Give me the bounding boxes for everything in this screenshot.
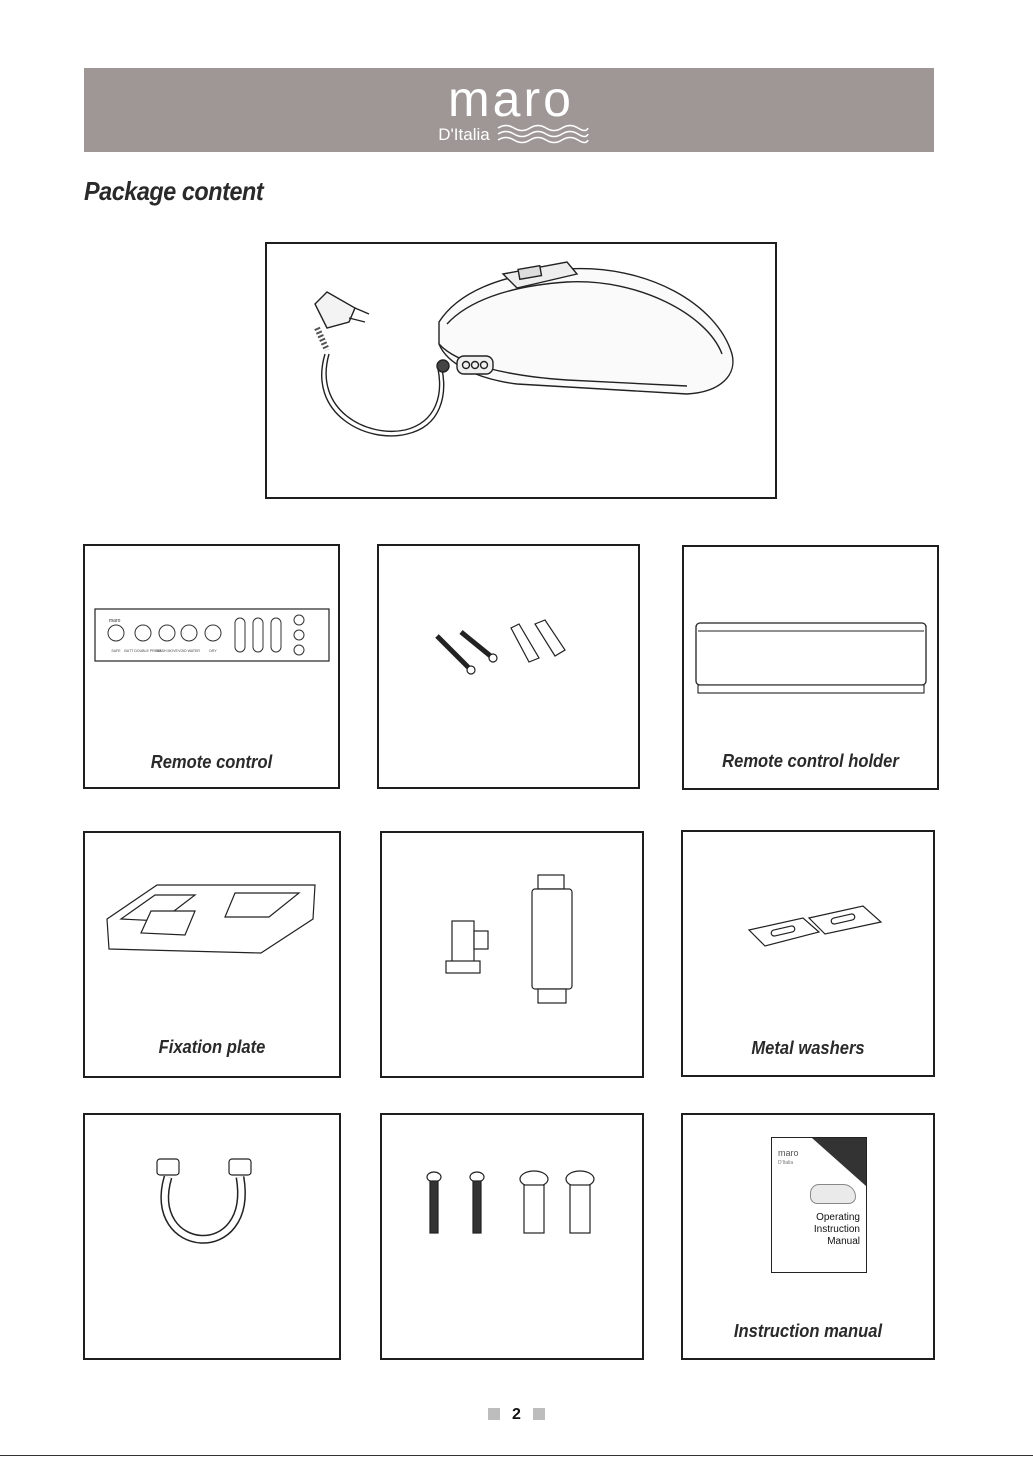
item-valve-and-filter — [380, 831, 644, 1078]
caption-remote-control: Remote control — [150, 752, 273, 772]
manual-subbrand: D'Italia — [778, 1160, 794, 1166]
item-water-hose — [83, 1113, 341, 1360]
wave-icon — [498, 126, 588, 143]
item-fixation-plate — [83, 831, 341, 1078]
bolts-illustration — [382, 1115, 644, 1360]
item-instruction-manual — [681, 1113, 935, 1360]
item-remote-control — [83, 544, 340, 789]
brand-logo — [84, 68, 934, 152]
bottom-divider — [0, 1455, 1033, 1456]
remote-brand: maro — [109, 618, 121, 624]
page-title: Package content — [84, 176, 264, 206]
screws-illustration — [379, 546, 640, 789]
remote-button-label: VOID WATER — [178, 649, 200, 653]
remote-button-label: WASH MOVE — [156, 649, 178, 653]
brand-name: maro — [448, 71, 574, 127]
item-metal-washers — [681, 830, 935, 1077]
item-screws-and-anchors — [377, 544, 640, 789]
manual-title-line3: Manual — [827, 1236, 860, 1247]
manual-title-line1: Operating — [816, 1212, 860, 1223]
item-toilet-seat — [265, 242, 777, 499]
manual-cover — [771, 1137, 867, 1273]
page-number: 2 — [512, 1406, 521, 1423]
valve-filter-illustration — [382, 833, 644, 1078]
item-bolts-and-stoppers — [380, 1113, 644, 1360]
remote-button-label: BUTT DOUBLE PRESS — [124, 649, 162, 653]
caption-remote-control-holder: Remote control holder — [722, 751, 899, 771]
footer-square-icon — [533, 1408, 545, 1420]
remote-button-label: DRY — [209, 649, 217, 653]
remote-button-label: SAFE — [111, 649, 121, 653]
caption-fixation-plate: Fixation plate — [158, 1037, 266, 1057]
caption-instruction-manual: Instruction manual — [733, 1321, 883, 1341]
caption-metal-washers: Metal washers — [751, 1038, 865, 1058]
footer-square-icon — [488, 1408, 500, 1420]
header-banner — [84, 68, 934, 152]
brand-subname: D'Italia — [438, 125, 490, 144]
item-remote-control-holder — [682, 545, 939, 790]
water-hose-illustration — [85, 1115, 341, 1360]
manual-brand: maro — [778, 1148, 799, 1158]
toilet-seat-illustration — [267, 244, 777, 499]
page-footer — [0, 1406, 1033, 1424]
manual-title-line2: Instruction — [813, 1224, 860, 1235]
